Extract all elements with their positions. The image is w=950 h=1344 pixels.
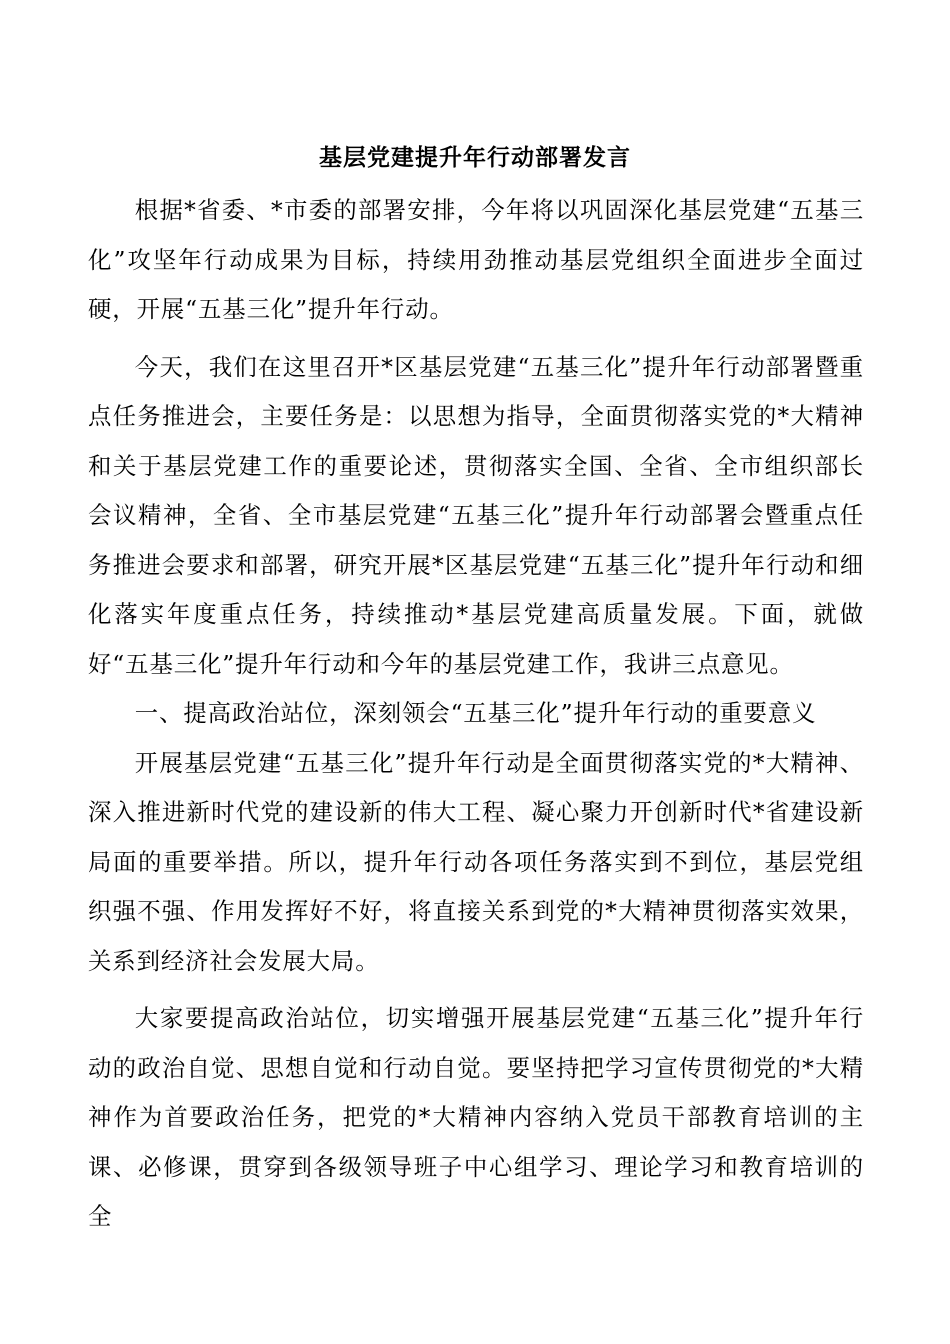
section-heading-1: 一、提高政治站位，深刻领会“五基三化”提升年行动的重要意义 (134, 699, 817, 727)
paragraph-3: 开展基层党建“五基三化”提升年行动是全面贯彻落实党的*大精神、深入推进新时代党的建设新的伟大工程、凝心聚力开创新时代*省建设新局面的重要举措。所以，提升年行动各项任务落实到不到位，基层党组织强不强、作用发挥好不好，将直接关系到党的*大精神贯彻落实效果，关系到经济社会发展大局。 (88, 748, 864, 975)
paragraph-4: 大家要提高政治站位，切实增强开展基层党建“五基三化”提升年行动的政治自觉、思想自觉和行动自觉。要坚持把学习宣传贯彻党的*大精神作为首要政治任务，把党的*大精神内容纳入党员干部教育培训的主课、必修课，贯穿到各级领导班子中心组学习、理论学习和教育培训的全 (88, 1004, 864, 1230)
paragraph-1: 根据*省委、*市委的部署安排，今年将以巩固深化基层党建“五基三化”攻坚年行动成果为目标，持续用劲推动基层党组织全面进步全面过硬，开展“五基三化”提升年行动。 (88, 196, 864, 323)
document-title: 基层党建提升年行动部署发言 (319, 144, 631, 171)
paragraph-2: 今天，我们在这里召开*区基层党建“五基三化”提升年行动部署暨重点任务推进会，主要任务是：以思想为指导，全面贯彻落实党的*大精神和关于基层党建工作的重要论述，贯彻落实全国、全省、全市组织部长会议精神，全省、全市基层党建“五基三化”提升年行动部署会暨重点任务推进会要求和部署，研究开展*区基层党建“五基三化”提升年行动和细化落实年度重点任务，持续推动*基层党建高质量发展。下面，就做好“五基三化”提升年行动和今年的基层党建工作，我讲三点意见。 (88, 352, 864, 678)
document-body (88, 186, 864, 1242)
